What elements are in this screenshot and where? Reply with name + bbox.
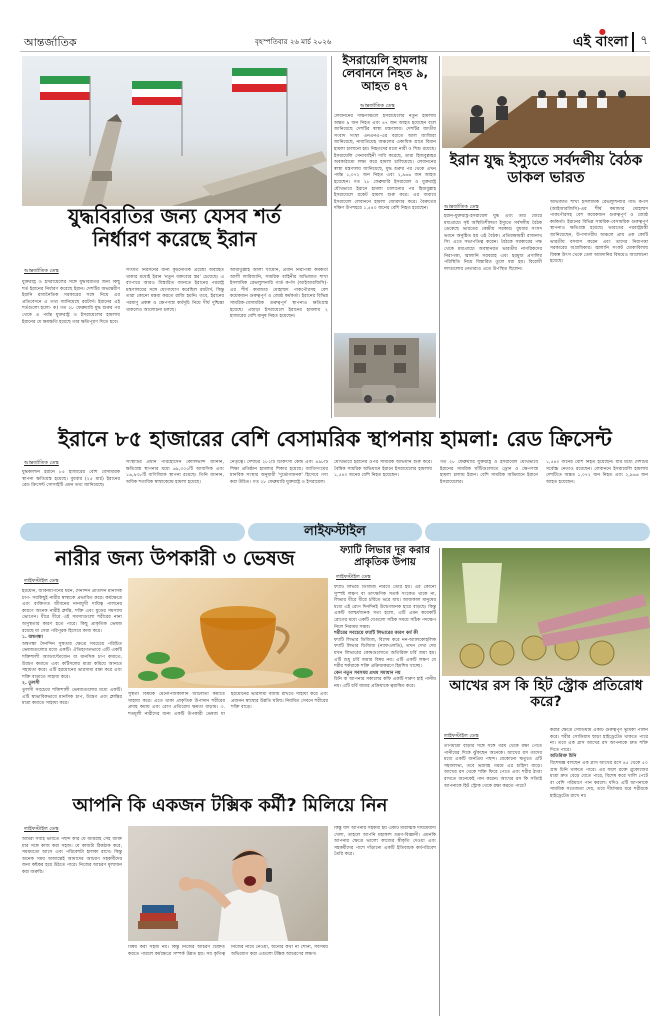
ceasefire-headline-line2: নির্ধারণ করেছে ইরান: [92, 227, 257, 251]
herbs-subhead-2: ২. তুলসী: [22, 681, 40, 687]
sugarcane-body-col1: তাপমাত্রা বাড়ার সঙ্গে সঙ্গে গরম থেকে রক্ষা পেতে পানীয়ের দিকে ঝুঁকছেন অনেকে। আখের রস তাদের মধ্যে একটি জনপ্রিয় পছন্দ। যেকোনো ঋতুতে এটি সহজলভ্য, তবে ভয়াবহ গরমে এর চাহিদা বাড়ে। আখের রস থেকে শক্তি ফিরে পেতে এবং শরীর ঠাণ্ডা রাখতে অনেকেই পান করেন। আখের রস কি সত্যিই আপনাকে হিট স্ট্রোক থেকে রক্ষা করতে পারে?: [444, 744, 542, 789]
red-crescent-body-col6: ১,৫৪০ জনের বেশি নিহত হয়েছেন। যার মধ্যে দেশটির সর্বোচ্চ নেতাও রয়েছেন। লেবাননে ইসরায়েলি হামলায় দেশটিতে অন্তত ১,০৭২ জন নিহত এবং ২,৯৬৬ জন আহত হয়েছেন।: [546, 460, 648, 485]
lebanon-body: লেবাননের দক্ষিণাঞ্চলে ইসরায়েলের নতুন হামলায় অন্তত ৯ জন নিহত এবং ৪৭ জন আহত হয়েছেন বলে জানিয়েছে দেশটির স্বাস্থ্য মন্ত্রণালয়। দেশটির জাতীয় সংবাদ সংস্থা এনএনএ-এর বরাতে আল জাজিরা জানিয়েছে, নাবাতিয়েহ অঞ্চলের একাধিক গ্রামে বিমান হামলা চালানো হয়। নিহতদের মধ্যে নারী ও শিশু রয়েছে। ইসরায়েলি সেনাবাহিনী দাবি করেছে, তারা হিজবুল্লাহর অবকাঠামো লক্ষ্য করে হামলা চালিয়েছে। লেবাননের স্বাস্থ্য মন্ত্রণালয় জানিয়েছে, যুদ্ধ শুরুর পর থেকে এখন পর্যন্ত ১,০৭২ জন নিহত এবং ২,৯৬৬ জন আহত হয়েছেন। গত ২৮ ফেব্রুয়ারি ইসরায়েল ও যুক্তরাষ্ট্র যৌথভাবে ইরানে হামলা চালানোর পর হিজবুল্লাহ ইসরায়েলে রকেট হামলা শুরু করে। এর জবাবে ইসরায়েল লেবাননে হামলা জোরদার করে। বৈরুতের দক্ষিণ উপশহরে ১,৫৪০ জনের বেশি নিহত হয়েছেন।: [334, 114, 436, 212]
india-body-col1: ইরান-যুক্তরাষ্ট্র-ইসরায়েল যুদ্ধ এবং তার জেরে মধ্যপ্রাচ্যে সৃষ্ট অস্থিতিশীলতা ইস্যুতে সর্বদলীয় বৈঠক ডেকেছে ভারতের কেন্দ্রীয় সরকার। বুধবার সংসদ ভবনে অনুষ্ঠিত হয় এই বৈঠক। প্রতিরক্ষামন্ত্রী রাজনাথ সিং এতে সভাপতিত্ব করেন। বৈঠকে সরকারের পক্ষ থেকে মধ্যপ্রাচ্যে অবস্থানরত ভারতীয় নাগরিকদের নিরাপত্তা, জ্বালানি সরবরাহ এবং হরমুজ প্রণালির পরিস্থিতি নিয়ে বিস্তারিত তুলে ধরা হয়। বিরোধী দলগুলোর নেতারাও এতে উপস্থিত ছিলেন।: [444, 214, 542, 272]
banner-pill-right: [425, 523, 650, 541]
ceasefire-body-col1: যুক্তরাষ্ট্র ও ইসরায়েলের সঙ্গে যুদ্ধবিরতির জন্য কিছু শর্ত ইরানের নির্ধারণ করেছে ইরান। দেশটির অভ্যন্তরীণ ইরানি রাজনৈতিক সরকারের সঙ্গে নিয়ে এর প্রতিবেদনে এ তথ্য জানিয়েছে রয়টার্স। ইরানের এই শর্তগুলো হলো- ক) গত ২৮ ফেব্রুয়ারি যুদ্ধ শুরুর পর থেকে এ পর্যন্ত যুক্তরাষ্ট্র ও ইসরায়েলের হামলায় ইরানের যে ক্ষয়ক্ষতি হয়েছে তার ক্ষতিপূরণ দিতে হবে।: [22, 280, 120, 325]
page-number: ৭: [632, 32, 648, 52]
herbs-byline: লাইফস্টাইল ডেস্ক: [24, 578, 59, 584]
lebanon-headline: ইসরায়েলি হামলায় লেবাননে নিহত ৯, আহত ৪৭: [342, 53, 428, 94]
sugarcane-juice-photo: [442, 548, 650, 676]
sugarcane-body-col2: [550, 728, 648, 1014]
fatty-liver-intro: ফ্যাটি লিভার ডিজিজ নীরবে তৈরি হয়। এর কোনো সুস্পষ্ট লক্ষণ বা তাৎক্ষণিক সতর্ক সংকেত থাকে না, লিভার ধীরে ধীরে চর্বিতে ভরে যায়। আজকাল মানুষের মধ্যে এই রোগ দিনদিনই উদ্বেগজনক হারে বাড়ছে। কিন্তু একটি আশ্চর্যজনক সত্য হলো, এটি এমন কয়েকটি রোগের মধ্যে একটি যেগুলো সঠিক সময়ে সঠিক পদক্ষেপ নিলে নিরাময় সম্ভব।: [334, 585, 436, 630]
lifestyle-banner-label: লাইফস্টাইল: [304, 524, 366, 539]
sugarcane-byline: লাইফস্টাইল ডেস্ক: [444, 733, 479, 739]
column-divider: [439, 548, 440, 1016]
fatty-liver-para-1: ফ্যাটি লিভার ডিজিজ, বিশেষ করে নন-অ্যালকোহলিক ফ্যাটি লিভার ডিজিজ (ন্যাফএলডি), তখন দেখা দেয় যখন লিভারের কোষগুলোতে অতিরিক্ত চর্বি জমা হয়। এটি শুধু চর্বি জমার বিষয় নয়। এটি একটি লক্ষণ যে শরীর শর্করাকে শক্তি প্রক্রিয়াকরণে হিমশিম খাচ্ছে।: [334, 637, 436, 670]
india-byline: আন্তর্জাতিক ডেস্ক: [444, 204, 479, 210]
sugarcane-subhead-1: অতিরিক্ত চিনি: [550, 754, 577, 760]
herbs-intro: হরমোন, জীবনযাপনের ধরন, দৈনন্দিন প্রতিদিন মানসিক চাপ- সবকিছুই নারীর স্বাস্থ্যকে প্রভাবিত করে। কর্মক্ষেত্রে এবং ব্যক্তিগত জীবনের নানামুখী দায়িত্ব পালনের কারণে অনেক নারীই ক্লান্তি, শক্তি এবং মুডের সমস্যায় ভোগেন। ধীরে ধীরে এই সমস্যাগুলো শরীরের নানা অসুস্থতার কারণ হতে পারে। কিছু প্রাকৃতিক ভেষজ রয়েছে যা সেরা পরিপূরক হিসেবে কাজ করে।: [22, 589, 122, 634]
toxic-headline: আপনি কি একজন টক্সিক কর্মী? মিলিয়ে নিন: [72, 795, 388, 816]
herbs-body-right: সুস্থতা বিষয়ক মেনোপজকালীন জটিলতা কমাতে সাহায্য করে। এতে থাকা প্রাকৃতিক উপাদান শরীরের প্রদাহ কমায় এবং রোগ প্রতিরোধ ক্ষমতা বাড়ায়। ৩. শতমূলী নারীদের জন্য একটি উপকারী ভেষজ যা হরমোনের ভারসাম্য বজায় রাখতে সাহায্য করে এবং প্রজনন স্বাস্থ্যের উন্নতি ঘটায়। নিয়মিত সেবনে শরীরের শক্তি বাড়ে।: [128, 692, 328, 717]
issue-date: বৃহস্পতিবার ২৬ মার্চ ২০২৬: [255, 38, 332, 46]
red-crescent-byline: আন্তর্জাতিক ডেস্ক: [24, 460, 59, 466]
meeting-photo: [442, 56, 650, 148]
red-crescent-body-col5: গত ২৮ ফেব্রুয়ারি যুক্তরাষ্ট্র ও ইসরায়েল যৌথভাবে ইরানের সামরিক ঘাঁটিগুলোতে ড্রোন ও ক্ষেপণাস্ত্র হামলা চালায় ইরান। বেশি সামরিক অভিযানে ইরানে ইসরায়েলের।: [440, 460, 538, 485]
destroyed-building-photo: [334, 333, 436, 417]
section-label: আন্তর্জাতিক: [24, 36, 77, 49]
toxic-body-col1: আমরা সবাই ভাবতে পছন্দ করি যে আমরাই সেই ব্যক্তি যার সঙ্গে কাজ করা সহজ। যে কাজটা ঠিকঠাক করে, সময়মতো আসে এবং পরিবেশটা হালকা রাখে। কিন্তু অনেক সময় অজান্তেই আমাদের আচরণ সহকর্মীদের জন্য কষ্টকর হয়ে উঠতে পারে। নিজের আচরণ মূল্যায়ন করা জরুরি।: [22, 837, 122, 875]
meeting-table-icon: [442, 56, 650, 148]
ceasefire-headline-line1: যুদ্ধবিরতির জন্য যেসব শর্ত: [67, 204, 282, 228]
herbs-subhead-1: ১. অশ্বগন্ধা: [22, 635, 43, 641]
ceasefire-body-col3: আয়াতুল্লাহ আলী খামেনি, প্রধান নিরাপত্তা কর্মকর্তা আলী লারিজানি, সামরিক বাহিনীর অভিজাত শাখা ইসলামিক রেভল্যুশনারি গার্ড কর্পস (আইআরজিসি)-এর শীর্ষ কমান্ডার মোহাম্মদ পাকপৌরসহ বেশ কয়েকজন গুরুত্বপূর্ণ ও জ্যেষ্ঠ কর্মকর্তা। ইরানের বিভিন্ন সামরিক-বেসামরিক গুরুত্বপূর্ণ স্থাপনাও ক্ষতিগ্রস্ত হয়েছে। এছাড়া ইসরায়েলে ইরানের হামলায় ২ হাজারের বেশি মানুষ নিহত হয়েছেন।: [230, 268, 328, 320]
lebanon-byline: আন্তর্জাতিক ডেস্ক: [360, 103, 395, 109]
india-body-col2: অভিজাত শাখা ইসলামিক রেভল্যুশনারি গার্ড কর্পস (আইআরজিসি)-এর শীর্ষ কমান্ডার মোহাম্মদ পাকপৌরসহ বেশ কয়েকজন গুরুত্বপূর্ণ ও জ্যেষ্ঠ কর্মকর্তা। ইরানের বিভিন্ন সামরিক-বেসামরিক গুরুত্বপূর্ণ স্থাপনাও ক্ষতিগ্রস্ত হয়েছে। ভারতের পররাষ্ট্রমন্ত্রী জানিয়েছেন, উপসাগরীয় অঞ্চলে প্রায় এক কোটি ভারতীয় বসবাস করেন এবং তাদের নিরাপত্তা সরকারের অগ্রাধিকার। জ্বালানি সংকট মোকাবিলায় বিকল্প উৎস থেকে তেল আমদানির বিষয়েও আলোচনা হয়েছে।: [550, 200, 648, 265]
sugarcane-para-1: করার ক্ষেত্রে সোডিয়াম একটি গুরুত্বপূর্ণ ভূমিকা পালন করে। শরীর সোডিয়াম ছাড়া হাইড্রেটেড থাকতে পারে না। তবে এক গ্লাস আখের রস আপনাকে দ্রুত শক্তি দিতে পারে।: [550, 728, 648, 753]
shouting-man-icon: [128, 826, 328, 941]
red-crescent-body-col2: সংস্থাটির প্রধান পীরহোসেন কোলিভান্দ জানান, ক্ষতিগ্রস্ত স্থাপনার মধ্যে ৬৯,৩০৫টি আবাসিক এবং ১৬,৯৩৮টি বাণিজ্যিক স্থাপনা রয়েছে। তিনি জানান, অধিক শতাধিক স্বাস্থ্যকেন্দ্রে হামলা হয়েছে।: [126, 460, 224, 485]
herbs-headline: নারীর জন্য উপকারী ৩ ভেষজ: [55, 546, 295, 570]
ceasefire-headline: [22, 205, 327, 251]
angry-worker-photo: [128, 826, 328, 941]
sugarcane-icon: [442, 548, 650, 676]
toxic-body-col3: কিন্তু যদি আপনার সহকর্মী হয় একটি মারাত্মক দীর্ঘমেয়াদী খেলা, তাহলে আপনি মহাকাশ ভ্রমণ-বিজ্ঞানী। এমনকি আপনার ক্ষেত্রে ভালো কাজের স্বীকৃতি দেওয়া এবং সহকর্মীদের পাশে দাঁড়ানো একটি ইতিবাচক কর্মপরিবেশ তৈরি করে।: [334, 826, 436, 858]
missile-illustration-icon: [22, 56, 327, 206]
red-crescent-headline: ইরানে ৮৫ হাজারের বেশি বেসামরিক স্থাপনায় হামলা: রেড ক্রিসেন্ট: [58, 427, 612, 451]
page-header: [20, 27, 650, 52]
herbs-para-1: অশ্বগন্ধা দৈনন্দিন সুস্থতার ক্ষেত্রে সবচেয়ে পরিচিত ভেষজগুলোর মধ্যে একটি। ঐতিহ্যগতভাবে এটি একটি শক্তিশালী অ্যাডাপ্টোজেন বা মানসিক চাপ কমাতে, উদ্বেগ কমাতে এবং কর্টিসলের মাত্রা কমিয়ে আনতে সহায়তা করে। এটি হরমোনের ভারসাম্য রক্ষা করে এবং শক্তি বাড়াতে সাহায্য করে।: [22, 641, 122, 680]
banner-pill-left: [20, 523, 245, 541]
ceasefire-byline: আন্তর্জাতিক ডেস্ক: [24, 268, 59, 274]
ceasefire-body-col2: সংঘাত নিরসনের জন্য কূটনৈতিক প্রচেষ্টা অব্যাহত থাকার মধ্যেই ইরান 'নতুন বক্তব্যের স্তর' চেয়েছে। এ ব্যাপারে আরও বিস্তারিত জানতে ইরানের পররাষ্ট্র মন্ত্রণালয়ের সঙ্গে যোগাযোগ করেছিল রয়টার্স, কিন্তু তারা কোনো মন্তব্য করতে রাজি হয়নি। তবে, ইরানের পরমাণু প্রকল্প ও ক্ষেপণাস্ত্র কর্মসূচি নিয়ে দীর্ঘ দুশ্চিন্তা থাকলেও আলোচনা চলছে।: [126, 268, 224, 313]
missile-flags-photo: [22, 56, 327, 206]
lifestyle-section-banner: [20, 519, 650, 545]
column-divider: [439, 56, 440, 418]
fatty-liver-subhead-1: শরীরের সবচেয়ে ফ্যাটি লিভারের কারণ কর্ম কী: [334, 631, 418, 637]
newspaper-logo: [572, 27, 628, 54]
fatty-liver-para-2: চিনি বা আপনার সকালের কফি একটি দারুণ হাই পানীয় নয়। এটি চর্বি জমার প্রক্রিয়াকে ত্বরান্বিত করে।: [334, 677, 436, 689]
india-headline: ইরান যুদ্ধ ইস্যুতে সর্বদলীয় বৈঠক ডাকল ভারত: [449, 151, 643, 187]
herbs-body: [22, 589, 122, 789]
fatty-liver-byline: লাইফস্টাইল ডেস্ক: [336, 574, 371, 580]
red-crescent-body-col4: যৌথভাবে ইরানের ওপর সামরিক অভিযান শুরু করে। বৈশ্বিক সামরিক অভিযানে ইরানে ইসরায়েলের হামলায় ১,৫৪০ জনের বেশি নিহত হয়েছেন।: [334, 460, 432, 479]
logo-dot-icon: ●: [598, 27, 606, 36]
fatty-liver-body: [334, 585, 436, 790]
red-crescent-body-col1: যুদ্ধকালীন ইরানে ৮৫ হাজারের বেশি বেসামরিক স্থাপনা ক্ষতিগ্রস্ত হয়েছে। বুধবার (২৫ মার্চ) ইরানের রেড ক্রিসেন্ট সোসাইটি এমন তথ্য জানিয়েছে।: [22, 470, 120, 489]
tea-cup-icon: [128, 578, 328, 688]
toxic-body-col2: বিষয় করা সহজ নয়। কিন্তু নিজের আচরণ চিহ্নিত করতে পারলে কর্মক্ষেত্রে সম্পর্ক উন্নত হয়। সব কৃতিত্ব নিজের নামে নেওয়া, অন্যের কথা না শোনা, সবসময় অভিযোগ করা এগুলো টক্সিক আচরণের লক্ষণ।: [128, 945, 328, 957]
sugarcane-headline: আখের রস কি হিট স্ট্রোক প্রতিরোধ করে?: [449, 678, 643, 711]
toxic-byline: লাইফস্টাইল ডেস্ক: [24, 826, 59, 832]
sugarcane-para-2: বিশেষজ্ঞ বলছেন এক গ্লাস আখের রসে ৪৫ থেকে ৫০ গ্রাম চিনি থাকতে পারে। এর ফলে রক্তে গ্লুকোজের মাত্রা দ্রুত বেড়ে যেতে পারে, বিশেষ করে খালি পেটে বা বেশি পরিমাণে পান করলে। যদিও এটি আপনাকে সাময়িক সতেজতা দেয়, তবে দীর্ঘসময় ধরে শরীরকে হাইড্রেটেড রাখে না।: [550, 760, 648, 799]
logo-text: এই বাংলা: [572, 34, 628, 50]
fatty-liver-headline: ফ্যাটি লিভার দূর করার প্রাকৃতিক উপায়: [340, 545, 430, 568]
herbs-para-2: তুলসী সবচেয়ে শক্তিশালী ভেষজগুলোর মধ্যে একটি। এটি স্বাভাবিকভাবে মানসিক চাপ, উদ্বেগ এবং ক্লান্তির মাত্রা কমাতে সাহায্য করে।: [22, 687, 122, 707]
fatty-liver-subhead-2: কেন নতুন সবসময় প্রথম সমাধান নয়: [334, 670, 401, 676]
column-divider: [331, 56, 332, 418]
red-crescent-body-col3: নেতৃত্বে। দেশটির ২৮২টি চিকিৎসা কেন্দ্র এবং ৪৯৮টি শিক্ষা প্রতিষ্ঠান হামলার শিকার হয়েছে। জাতিসংঘের মানবিক সংস্থার অনুযায়ী 'দুর্ভোগজনক' হিসেবে গণ্য করা উচিত। গত ২৮ ফেব্রুয়ারি যুক্তরাষ্ট্র ও ইসরায়েল।: [230, 460, 328, 485]
herbal-tea-photo: [128, 578, 328, 688]
rubble-icon: [334, 333, 436, 417]
